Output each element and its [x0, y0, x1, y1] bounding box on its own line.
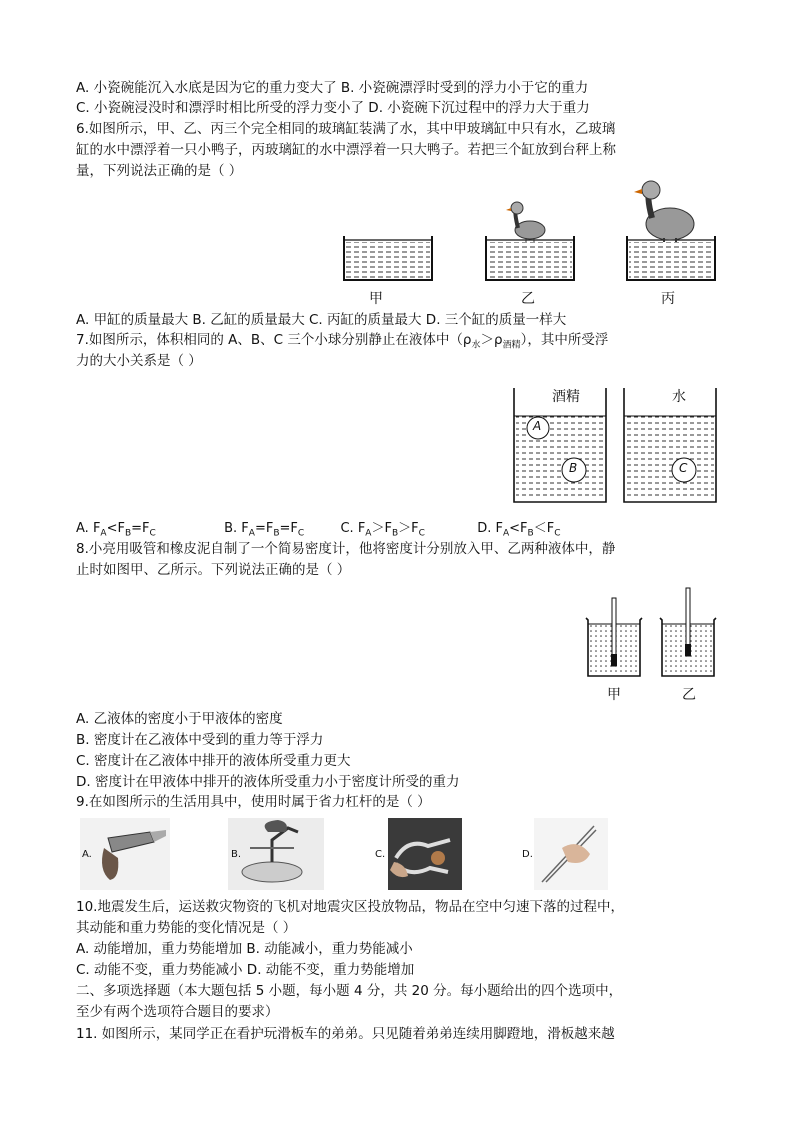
q8-option-c: C. 密度计在乙液体中排开的液体所受重力更大: [76, 753, 351, 769]
q7-ball-a: A: [533, 419, 542, 433]
nutcracker-icon: [388, 818, 462, 890]
bottle-opener-icon: [228, 818, 324, 890]
tweezers-icon: [534, 818, 608, 890]
spatula-icon: [80, 818, 170, 890]
q7-option-c: C. $F_A>F_B>F_C$: [340, 521, 425, 539]
big-duck-icon: [634, 181, 694, 242]
q7-stem-2: 力的大小关系是（ ）: [76, 353, 202, 369]
q9-label-a: A.: [82, 849, 92, 860]
q6-stem-1: 6.如图所示，甲、乙、丙三个完全相同的玻璃缸装满了水，其中甲玻璃缸中只有水，乙玻璃: [76, 121, 616, 137]
q8-label-yi: 乙: [682, 687, 696, 703]
tank-yi: [486, 202, 574, 280]
q10-options-cd: C. 动能不变，重力势能减小 D. 动能不变，重力势能增加: [76, 962, 415, 978]
q11-stem-1: 11. 如图所示，某同学正在看护玩滑板车的弟弟。只见随着弟弟连续用脚蹬地，滑板越来越: [76, 1026, 615, 1042]
q6-stem-3: 量，下列说法正确的是（ ）: [76, 163, 243, 179]
beaker-jia: [586, 598, 642, 676]
q8-option-d: D. 密度计在甲液体中排开的液体所受重力小于密度计所受的重力: [76, 774, 460, 790]
section2-heading-2: 至少有两个选项符合题目的要求）: [76, 1004, 279, 1020]
q8-option-a: A. 乙液体的密度小于甲液体的密度: [76, 711, 283, 727]
section2-heading-1: 二、多项选择题（本大题包括 5 小题，每小题 4 分，共 20 分。每小题给出的四个选项中，: [76, 983, 623, 999]
q6-label-yi: 乙: [521, 291, 535, 307]
q9-stem: 9.在如图所示的生活用具中，使用时属于省力杠杆的是（ ）: [76, 794, 431, 810]
q9-label-d: D.: [522, 849, 533, 860]
q7-option-d: D. $F_A<F_B<F_C$: [477, 521, 561, 539]
q7-label-water: 水: [672, 389, 686, 405]
q9-label-c: C.: [375, 849, 386, 860]
q9-figure-d: [534, 818, 608, 890]
q6-stem-2: 缸的水中漂浮着一只小鸭子，丙玻璃缸的水中漂浮着一只大鸭子。若把三个缸放到台秤上称: [76, 142, 616, 158]
q8-stem-1: 8.小亮用吸管和橡皮泥自制了一个简易密度计，他将密度计分别放入甲、乙两种液体中，静: [76, 541, 616, 557]
q10-options-ab: A. 动能增加，重力势能增加 B. 动能减小，重力势能减小: [76, 941, 413, 957]
q6-label-jia: 甲: [369, 291, 383, 307]
q7-ball-c: C: [679, 461, 688, 475]
q10-stem-2: 其动能和重力势能的变化情况是（ ）: [76, 920, 297, 936]
q7-stem-1: 7.如图所示，体积相同的 A、B、C 三个小球分别静止在液体中$(\rho_水>\rho_{酒精})$，其中所受浮: [76, 332, 609, 351]
q10-stem-1: 10.地震发生后，运送救灾物资的飞机对地震灾区投放物品，物品在空中匀速下落的过程中，: [76, 899, 624, 915]
q9-figure-c: [388, 818, 462, 890]
q7-containers-figure: [508, 384, 720, 504]
tank-bing: [627, 181, 715, 280]
q7-ball-b: B: [569, 461, 578, 475]
q6-options: A. 甲缸的质量最大 B. 乙缸的质量最大 C. 丙缸的质量最大 D. 三个缸的质量一样大: [76, 312, 567, 328]
container-water: [624, 388, 716, 502]
q7-option-a: A. $F_A<F_B=F_C$: [76, 521, 156, 539]
q9-figure-a: [80, 818, 170, 890]
q8-label-jia: 甲: [607, 687, 621, 703]
q9-figure-b: [228, 818, 324, 890]
q7-label-alcohol: 酒精: [552, 389, 580, 405]
beaker-yi: [660, 588, 716, 676]
q5-options-cd: C. 小瓷碗浸没时和漂浮时相比所受的浮力变小了 D. 小瓷碗下沉过程中的浮力大于重力: [76, 100, 590, 116]
q6-label-bing: 丙: [661, 291, 675, 307]
q8-stem-2: 止时如图甲、乙所示。下列说法正确的是（ ）: [76, 562, 351, 578]
q8-beakers-figure: [584, 584, 720, 680]
q8-option-b: B. 密度计在乙液体中受到的重力等于浮力: [76, 732, 324, 748]
q5-options-ab: A. 小瓷碗能沉入水底是因为它的重力变大了 B. 小瓷碗漂浮时受到的浮力小于它的重力: [76, 80, 589, 96]
q9-label-b: B.: [231, 849, 242, 860]
small-duck-icon: [506, 202, 545, 242]
tank-jia: [344, 236, 432, 280]
q7-option-b: B. $F_A=F_B=F_C$: [224, 521, 305, 539]
